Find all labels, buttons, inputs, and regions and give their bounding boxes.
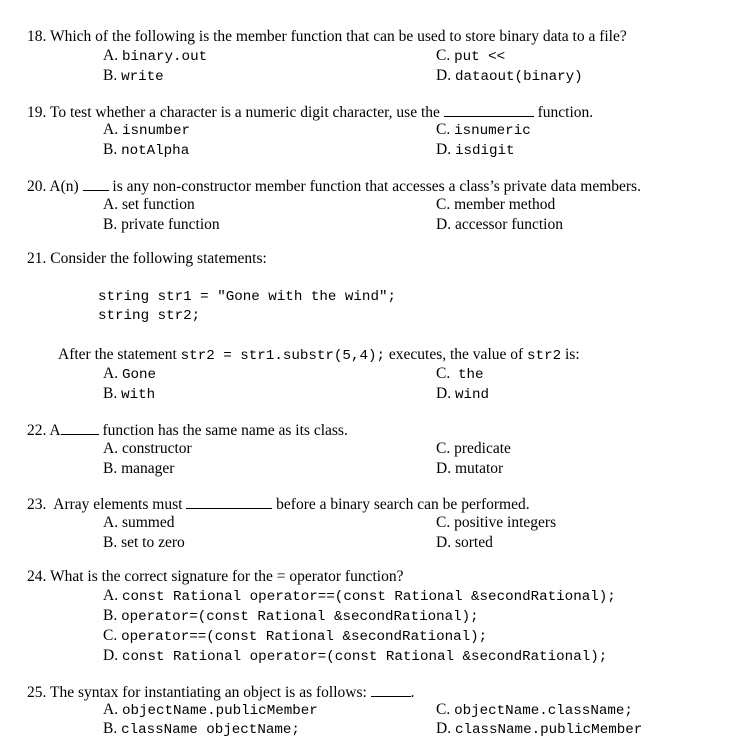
q22-option-a [103, 440, 192, 458]
option-letter: A. [103, 365, 119, 382]
q25-option-c [436, 701, 633, 720]
q24-option-a [103, 587, 616, 606]
stem-text: is any non-constructor member function that accesses a class’s private data members. [112, 178, 641, 195]
option-text: set function [121, 196, 195, 213]
stem-text: executes, the value of [385, 346, 528, 363]
option-letter: B. [103, 607, 118, 624]
q21-option-d [436, 385, 489, 404]
answer-blank [371, 682, 411, 697]
option-letter: D. [436, 141, 452, 158]
q22-option-c [436, 440, 511, 458]
option-letter: B. [103, 67, 118, 84]
option-text: operator=(const Rational &secondRational); [121, 609, 479, 625]
option-letter: C. [436, 440, 451, 457]
q19-option-a [103, 121, 190, 140]
option-text: sorted [454, 534, 493, 551]
option-text: the [457, 367, 484, 383]
q25-stem [27, 682, 415, 702]
option-text: objectName.publicMember [121, 703, 318, 719]
option-letter: D. [436, 216, 452, 233]
option-letter: A. [103, 440, 119, 457]
stem-text: 22. A [27, 422, 61, 439]
q19-option-d [436, 141, 515, 160]
q25-option-b [103, 720, 300, 739]
q22-stem [27, 420, 348, 440]
option-text: isdigit [454, 143, 515, 159]
option-text: className.publicMember [454, 722, 643, 738]
option-letter: A. [103, 514, 119, 531]
q23-stem [27, 494, 530, 514]
option-letter: C. [436, 514, 451, 531]
stem-text: function. [537, 104, 594, 121]
option-text: objectName.className; [454, 703, 633, 719]
q19-option-c [436, 121, 531, 140]
option-letter: A. [103, 196, 119, 213]
stem-text: 25. The syntax for instantiating an object is as follows: [27, 684, 367, 701]
option-letter: D. [436, 534, 452, 551]
q21-after-statement [58, 346, 580, 365]
option-text: const Rational operator==(const Rational &secondRational); [121, 589, 616, 605]
option-letter: D. [436, 720, 452, 737]
q24-option-b [103, 607, 479, 626]
option-text: write [121, 69, 164, 85]
option-text: isnumber [121, 123, 191, 139]
stem-text: function has the same name as its class. [102, 422, 348, 439]
option-text: notAlpha [121, 143, 190, 159]
option-letter: C. [103, 627, 118, 644]
q25-option-a [103, 701, 318, 720]
q21-option-b [103, 385, 155, 404]
option-text: predicate [454, 440, 511, 457]
option-letter: D. [436, 385, 452, 402]
option-text: binary.out [121, 49, 208, 65]
option-letter: A. [103, 47, 119, 64]
option-text: positive integers [454, 514, 557, 531]
q23-option-a [103, 514, 174, 532]
stem-text: After the statement [58, 346, 181, 363]
option-text: operator==(const Rational &secondRational); [121, 629, 488, 645]
stem-text: . [410, 684, 415, 701]
q22-option-b [103, 460, 174, 478]
q24-option-d [103, 647, 607, 666]
q21-option-c [436, 365, 484, 384]
q23-option-b [103, 534, 185, 552]
q25-option-d [436, 720, 642, 739]
q24-option-c [103, 627, 487, 646]
option-text: member method [454, 196, 556, 213]
stem-text: before a binary search can be performed. [276, 496, 530, 513]
q19-stem [27, 102, 593, 122]
option-text: dataout(binary) [454, 69, 583, 85]
q21-option-a [103, 365, 156, 384]
option-text: constructor [121, 440, 192, 457]
stem-text: 23. Array elements must [27, 496, 183, 513]
q22-option-d [436, 460, 503, 478]
answer-blank [186, 494, 272, 509]
q21-stem: 21. Consider the following statements: [27, 250, 267, 267]
option-text: private function [121, 216, 220, 233]
q19-option-b [103, 141, 189, 160]
option-letter: A. [103, 587, 119, 604]
option-letter: C. [436, 365, 451, 382]
q20-option-b [103, 216, 220, 234]
q18-option-b [103, 67, 164, 86]
answer-blank [83, 176, 109, 191]
option-text: isnumeric [454, 123, 531, 139]
option-text: accessor function [454, 216, 563, 233]
option-text: summed [121, 514, 175, 531]
option-text: mutator [454, 460, 504, 477]
q24-stem: 24. What is the correct signature for the = operator function? [27, 568, 404, 585]
option-letter: B. [103, 460, 118, 477]
q20-stem [27, 176, 641, 196]
option-text: wind [454, 387, 490, 403]
option-text: Gone [121, 367, 157, 383]
code-line: string str1 = "Gone with the wind"; [98, 289, 396, 305]
q23-option-d [436, 534, 493, 552]
option-letter: C. [436, 196, 451, 213]
q18-option-c [436, 47, 505, 66]
q18-option-d [436, 67, 583, 86]
option-text: className objectName; [121, 722, 300, 738]
q18-stem: 18. Which of the following is the member function that can be used to store binary data to a file? [27, 28, 627, 45]
option-letter: B. [103, 720, 118, 737]
option-letter: B. [103, 216, 118, 233]
option-letter: D. [436, 460, 452, 477]
code-line: string str2; [98, 308, 201, 324]
inline-code: str2 [527, 348, 562, 364]
q23-option-c [436, 514, 556, 532]
option-letter: D. [436, 67, 452, 84]
option-letter: A. [103, 121, 119, 138]
option-letter: B. [103, 385, 118, 402]
option-letter: B. [103, 534, 118, 551]
q18-option-a [103, 47, 207, 66]
q20-option-c [436, 196, 555, 214]
option-letter: C. [436, 701, 451, 718]
stem-text: is: [561, 346, 580, 363]
option-letter: A. [103, 701, 119, 718]
option-letter: B. [103, 141, 118, 158]
option-letter: C. [436, 47, 451, 64]
q20-option-d [436, 216, 563, 234]
stem-text: 19. To test whether a character is a numeric digit character, use the [27, 104, 440, 121]
option-text: put << [454, 49, 506, 65]
answer-blank [444, 102, 534, 117]
option-letter: C. [436, 121, 451, 138]
option-letter: D. [103, 647, 119, 664]
option-text: set to zero [121, 534, 185, 551]
option-text: manager [121, 460, 175, 477]
inline-code: str2 = str1.substr(5,4); [180, 348, 386, 364]
option-text: const Rational operator=(const Rational &secondRational); [121, 649, 608, 665]
stem-text: 20. A(n) [27, 178, 79, 195]
q20-option-a [103, 196, 195, 214]
option-text: with [121, 387, 156, 403]
answer-blank [61, 420, 99, 435]
